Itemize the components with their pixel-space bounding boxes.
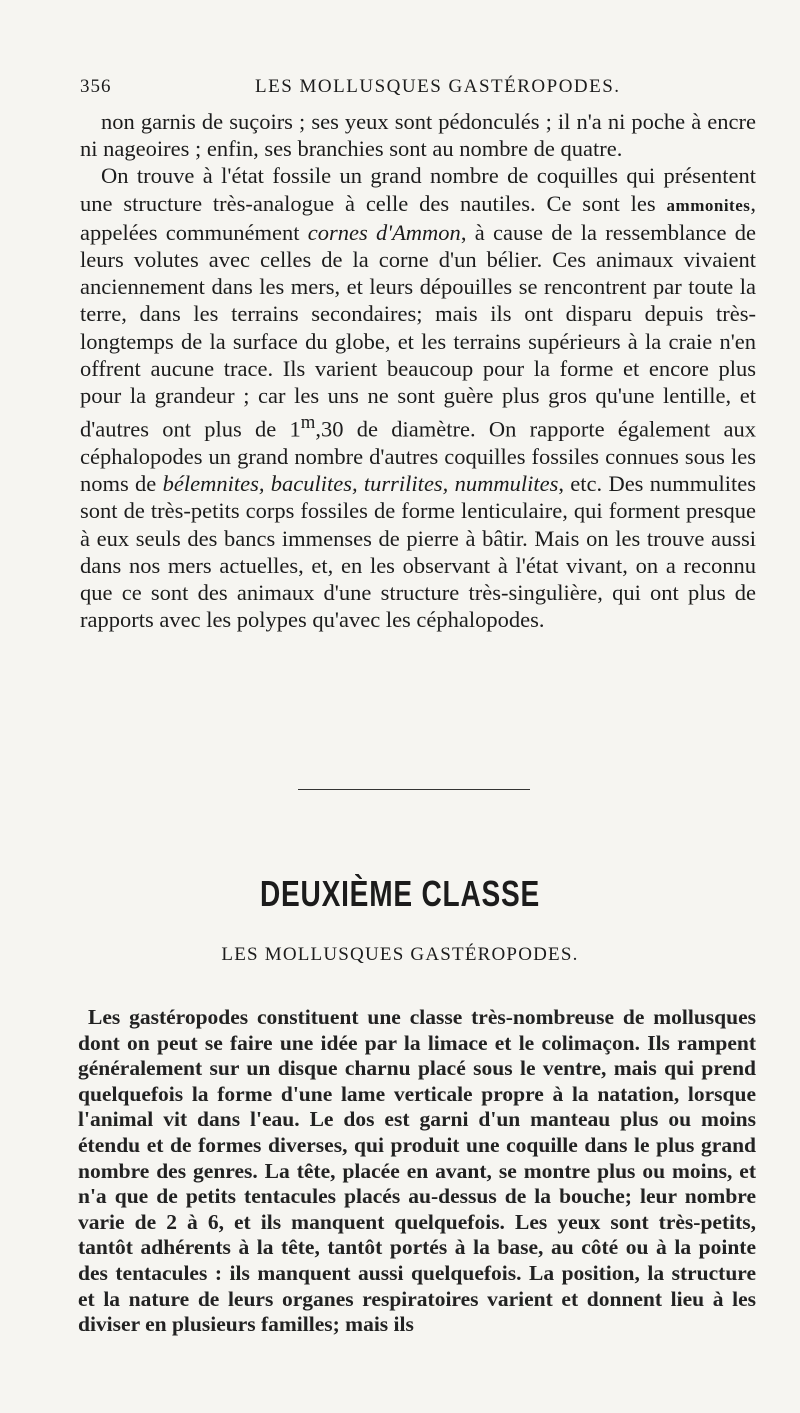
section-cephalopods-text <box>80 108 756 633</box>
section-gasteropods-text <box>78 1005 756 1338</box>
paragraph: non garnis de suçoirs ; ses yeux sont pédonculés ; il n'a ni poche à encre ni nageoires ; enfin, ses branchies sont au nombre de quatre. <box>80 109 756 162</box>
term-ammonites: ammonites <box>666 195 751 215</box>
italic-term: cornes d'Ammon <box>307 219 461 245</box>
running-head <box>80 76 760 100</box>
section-heading: LES MOLLUSQUES GASTÉROPODES. <box>221 944 579 965</box>
text-run: , appelées communément <box>80 190 756 245</box>
text-run: On trouve à l'état fossile un grand nombre de coquilles qui présentent une structure très-analogue à celle des nautiles. Ce sont les <box>80 163 756 216</box>
text-run: ,30 de diamètre. On rapporte également aux céphalopodes un grand nombre d'autres coquilles fossiles connues sous les noms de <box>80 416 756 497</box>
paragraph: Les gastéropodes constituent une classe très-nombreuse de mollusques dont on peut se faire une idée par la limace et le colimaçon. Ils rampent généralement sur un disque charnu placé sous le ventre, mais qui prend quelquefois la forme d'une lame verticale propre à la natation, lorsque l'animal vit dans l'eau. Le dos est garni d'un manteau plus ou moins étendu et de formes diverses, qui produit une coquille dans le plus grand nombre des genres. La tête, placée en avant, se montre plus ou moins, et n'a que de petits tentacules placés au-dessus de la bouche; leur nombre varie de 2 à 6, et ils manquent quelquefois. Les yeux sont très-petits, tantôt adhérents à la tête, tantôt portés à la base, au côté ou à la pointe des tentacules : ils manquent aussi quelquefois. La position, la structure et la nature de leurs organes respiratoires varient et donnent lieu à les diviser en plusieurs familles; mais ils <box>78 1005 756 1337</box>
text-run: , à cause de la ressemblance de leurs volutes avec celles de la corne d'un bélier. Ces animaux vivaient anciennement dans les mers, et leurs dépouilles se rencontrent par toute la terre, dans les terrains secondaires; mais ils ont disparu depuis très-longtemps de la surface du globe, et les terrains supérieurs à la craie n'en offrent aucune trace. Ils varient beaucoup pour la forme et encore plus pour la grandeur ; car les uns ne sont guère plus gros qu'une lentille, et d'autres ont plus de 1 <box>80 219 756 442</box>
italic-term: bélemnites, baculites, turrilites, nummulites <box>162 471 559 497</box>
page-number: 356 <box>80 76 112 97</box>
class-heading: DEUXIÈME CLASSE <box>259 873 541 914</box>
paragraph <box>80 162 756 633</box>
text-run: , etc. Des nummulites sont de très-petits corps fossiles de forme lenticulaire, qui forment presque à eux seuls des bancs immenses de pierre à bâtir. Mais on les trouve aussi dans nos mers actuelles, et, en les observant à l'état vivant, on a reconnu que ce sont des animaux d'une structure très-singulière, qui ont plus de rapports avec les polypes qu'avec les céphalopodes. <box>80 471 756 633</box>
unit-superscript: m <box>300 412 316 434</box>
section-divider <box>298 789 530 790</box>
running-title: LES MOLLUSQUES GASTÉROPODES. <box>255 76 621 97</box>
